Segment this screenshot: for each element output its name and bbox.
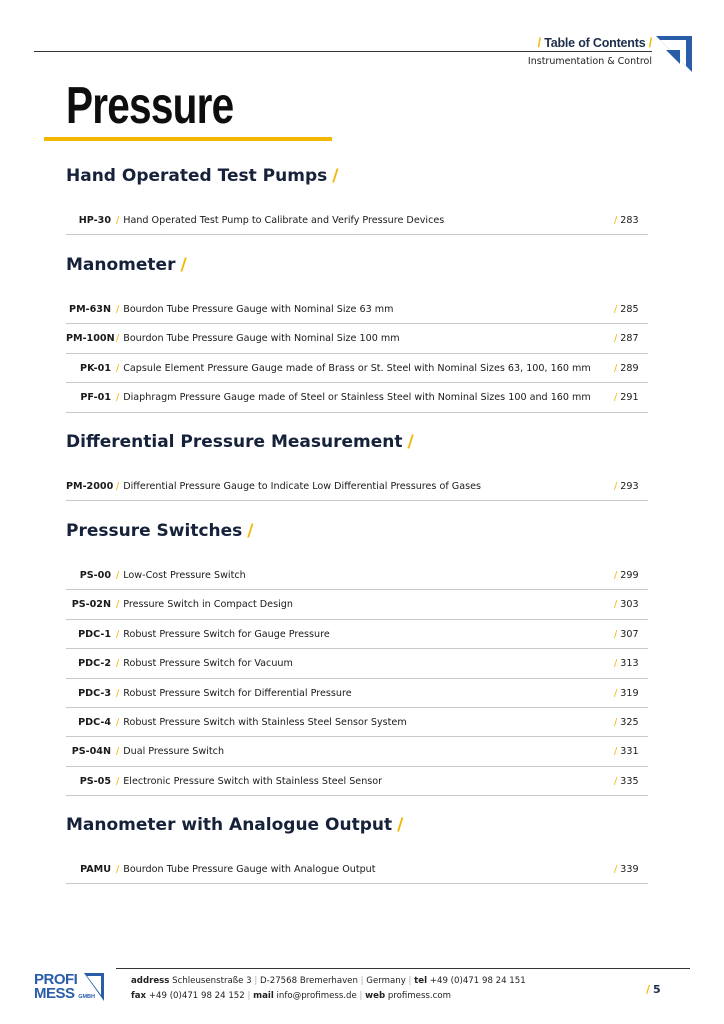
page-reference: 339 [620, 864, 639, 875]
product-description: Hand Operated Test Pump to Calibrate and Verify Pressure Devices [123, 215, 445, 226]
page-reference: 325 [620, 716, 639, 728]
page-reference: 287 [620, 333, 639, 345]
page-reference: 313 [620, 658, 639, 670]
toc-section [66, 253, 648, 413]
toc-entry[interactable]: PS-05 / Electronic Pressure Switch with Stainless Steel Sensor / 335 [66, 767, 648, 796]
page-title: Pressure [66, 77, 234, 135]
toc-section [66, 813, 648, 884]
product-description: Robust Pressure Switch for Vacuum [123, 658, 293, 670]
toc-title: Table of Contents [544, 36, 646, 50]
email-link[interactable]: info@profimess.de [276, 991, 357, 1001]
product-code: PS-00 [79, 570, 111, 581]
toc-entry[interactable]: PDC-2 / Robust Pressure Switch for Vacuum / 313 [66, 649, 648, 678]
toc-entry[interactable]: PS-02N / Pressure Switch in Compact Design / 303 [66, 590, 648, 619]
page-reference: 299 [620, 570, 639, 581]
toc-entry[interactable]: PDC-4 / Robust Pressure Switch with Stainless Steel Sensor System / 325 [66, 708, 648, 737]
product-code: PF-01 [80, 392, 111, 404]
page-reference: 291 [620, 392, 639, 404]
section-heading: Manometer / [66, 255, 187, 275]
page-reference: 319 [620, 687, 639, 699]
product-code: PK-01 [80, 362, 111, 374]
toc-section [66, 430, 648, 501]
section-heading: Manometer with Analogue Output / [66, 815, 404, 835]
product-code: PDC-2 [78, 658, 111, 670]
toc-entry[interactable]: PF-01 / Diaphragm Pressure Gauge made of Steel or Stainless Steel with Nominal Sizes 100 and 160 mm / 291 [66, 383, 648, 412]
product-description: Capsule Element Pressure Gauge made of Brass or St. Steel with Nominal Sizes 63, 100, 160 mm [123, 362, 591, 374]
product-code: PM-2000 [66, 481, 114, 492]
toc-entry[interactable]: PS-04N / Dual Pressure Switch / 331 [66, 737, 648, 766]
section-heading: Hand Operated Test Pumps / [66, 166, 339, 186]
product-description: Bourdon Tube Pressure Gauge with Nominal Size 63 mm [123, 304, 394, 315]
product-description: Low-Cost Pressure Switch [123, 570, 246, 581]
page-reference: 283 [620, 215, 639, 226]
web-link[interactable]: profimess.com [387, 991, 451, 1001]
toc-entry[interactable]: PM-100N / Bourdon Tube Pressure Gauge with Nominal Size 100 mm / 287 [66, 324, 648, 353]
page-reference: 307 [620, 628, 639, 640]
toc-entry[interactable]: PDC-1 / Robust Pressure Switch for Gauge Pressure / 307 [66, 620, 648, 649]
section-heading: Pressure Switches / [66, 521, 254, 541]
product-code: HP-30 [78, 215, 111, 226]
product-description: Robust Pressure Switch for Differential Pressure [123, 687, 352, 699]
product-description: Bourdon Tube Pressure Gauge with Analogue Output [123, 864, 376, 875]
product-description: Differential Pressure Gauge to Indicate Low Differential Pressures of Gases [123, 481, 481, 492]
product-description: Electronic Pressure Switch with Stainless Steel Sensor [123, 775, 383, 787]
brand-mark-icon [84, 973, 104, 1001]
product-description: Pressure Switch in Compact Design [123, 599, 293, 611]
footer-address-line: address Schleusenstraße 3 | D-27568 Bremerhaven | Germany | tel +49 (0)471 98 24 151 [131, 976, 526, 986]
page-reference: 303 [620, 599, 639, 611]
header-rule [34, 51, 652, 52]
product-code: PS-02N [71, 599, 111, 611]
profimess-logo-icon [656, 36, 692, 72]
product-code: PDC-1 [78, 628, 111, 640]
page-number: / 5 [646, 983, 661, 996]
toc-header[interactable]: / Table of Contents / [537, 36, 652, 50]
page-reference: 293 [620, 481, 639, 492]
product-code: PAMU [80, 864, 111, 875]
toc-entry[interactable]: PK-01 / Capsule Element Pressure Gauge made of Brass or St. Steel with Nominal Sizes 63, 100, 160 mm / 289 [66, 354, 648, 383]
toc-entry[interactable]: HP-30 / Hand Operated Test Pump to Calibrate and Verify Pressure Devices / 283 [66, 206, 648, 235]
toc-section [66, 164, 648, 235]
product-description: Diaphragm Pressure Gauge made of Steel or Stainless Steel with Nominal Sizes 100 and 160 mm [123, 392, 591, 404]
footer-contact-line: fax +49 (0)471 98 24 152 | mail info@profimess.de | web profimess.com [131, 991, 451, 1001]
product-description: Dual Pressure Switch [123, 746, 225, 758]
toc-entry[interactable]: PS-00 / Low-Cost Pressure Switch / 299 [66, 561, 648, 590]
product-code: PDC-4 [78, 716, 111, 728]
footer-rule [116, 968, 690, 969]
page-reference: 331 [620, 746, 639, 758]
product-description: Robust Pressure Switch with Stainless Steel Sensor System [123, 716, 407, 728]
toc-entry[interactable]: PDC-3 / Robust Pressure Switch for Differential Pressure / 319 [66, 679, 648, 708]
toc-subtitle: Instrumentation & Control [527, 56, 652, 67]
section-heading: Differential Pressure Measurement / [66, 432, 414, 452]
page-reference: 335 [620, 775, 639, 787]
toc-section [66, 519, 648, 796]
product-description: Robust Pressure Switch for Gauge Pressure [123, 628, 330, 640]
title-underline [44, 137, 332, 141]
product-code: PM-63N [69, 304, 111, 315]
brand-logo: PROFI MESS GMBH [34, 971, 95, 1002]
product-code: PDC-3 [78, 687, 111, 699]
toc-entry[interactable]: PM-2000 / Differential Pressure Gauge to Indicate Low Differential Pressures of Gases / 293 [66, 472, 648, 501]
toc-entry[interactable]: PM-63N / Bourdon Tube Pressure Gauge with Nominal Size 63 mm / 285 [66, 295, 648, 324]
product-code: PS-04N [71, 746, 111, 758]
page-reference: 289 [620, 362, 639, 374]
product-code: PS-05 [79, 775, 111, 787]
page-reference: 285 [620, 304, 639, 315]
toc-entry[interactable]: PAMU / Bourdon Tube Pressure Gauge with Analogue Output / 339 [66, 855, 648, 884]
product-code: PM-100N [66, 333, 115, 345]
product-description: Bourdon Tube Pressure Gauge with Nominal Size 100 mm [123, 333, 400, 345]
